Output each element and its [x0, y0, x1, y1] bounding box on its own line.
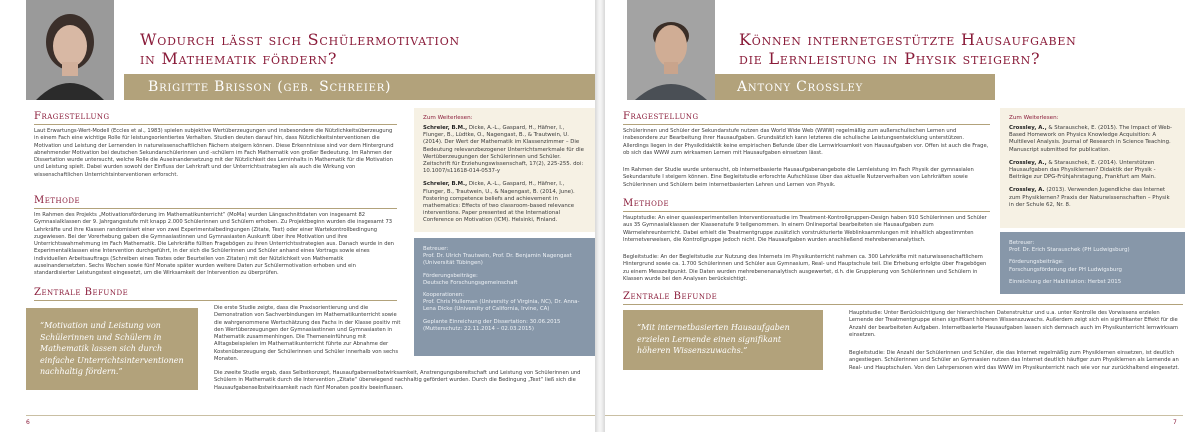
heading-rule: [623, 304, 1183, 305]
project-info-box: [414, 238, 595, 356]
reading-title: Zum Weiterlesen:: [1009, 115, 1059, 121]
fragestellung-text-1: Schülerinnen und Schüler der Sekundarstufe nutzen das World Wide Web (WWW) regelmäßig zum außerschulischen Lernen und insbesondere zur Bearbeitung ihrer Hausaufgaben. Grundsätzlich kann letzteres die schulische Leistungsentwicklung unterstützen. Allerdings liegen in der Physikdidaktik keine empirischen Befunde über die Lernwirksamkeit von Hausaufgaben vor. Offen ist auch die Frage, ob sich das WWW zum wirksamen Lernen mit Hausaufgaben einsetzen lässt.: [623, 128, 989, 156]
befunde-text-2: Die zweite Studie ergab, dass Selbstkonzept, Hausaufgabenselbstwirksamkeit, Anstrengungsbereitschaft und Leistung von Schülerinnen und Schülern in Mathematik durch die Intervention „Zitate“ überwiegend nachhaltig gefördert wurden. Durch die Bedingung „Text“ ließ sich die Hausaufgabenselbstwirksamkeit nach fünf Monaten positiv beeinflussen.: [214, 370, 581, 391]
heading-methode: Methode: [34, 195, 81, 206]
title-line-2: die Lernleistung in Physik steigern?: [739, 49, 1041, 68]
heading-befunde: Zentrale Befunde: [623, 291, 718, 302]
author-photo: [627, 0, 715, 100]
info-label: Förderungsbeiträge:: [1009, 259, 1064, 266]
fragestellung-text-2: Im Rahmen der Studie wurde untersucht, ob internetbasierte Hausaufgabenangebote die Lernleistung im Fach Physik der gymnasialen Sekundarstufe I steigern können. Eine Begleitstudie erforschte Aufschlüsse über das aktuelle Nutzerverhalten von Lehrkräften sowie Schülerinnen und Schülern beim internetbasierten Lehren und Lernen von Physik.: [623, 167, 974, 188]
footer-rule: [26, 415, 595, 416]
portrait-woman-image: [26, 0, 114, 100]
article-title: [739, 30, 1179, 68]
author-name: Antony Crossley: [737, 79, 864, 95]
heading-rule: [34, 300, 397, 301]
info-label: Betreuer:: [423, 246, 449, 252]
author-name-band: [124, 74, 595, 100]
heading-fragestellung: Fragestellung: [623, 111, 699, 122]
info-label: Betreuer:: [1009, 240, 1035, 246]
fragestellung-text: Laut Erwartungs-Wert-Modell (Eccles et al., 1983) spielen subjektive Wertüberzeugungen und insbesondere die Nützlichkeitsüberzeugung in einem Fach eine wichtige Rolle für leistungsorientiertes Verhalten. Studien deuten darauf hin, dass Nützlichkeitsinterventionen die Motivation und Leistung der Lernenden in naturwissenschaftlichen Fächern steigern können. Diese Erkenntnisse sind vor dem Hintergrund abnehmender Motivation bei deutschen Sekundarschülerinnen und -schülern im Fach Mathematik von großer Bedeutung. Im Rahmen der Dissertation wurde untersucht, welche Rolle die Auseinandersetzung mit der Nützlichkeit des Lerninhalts in Mathematik für die Motivation und Leistung spielt. Dabei wurden sowohl der Einfluss der Lehrkraft und der Unterrichtsstrategien als auch die Wirkung von wissenschaftlichen Unterrichtsinterventionen erforscht.: [34, 128, 394, 178]
info-value: Prof. Chris Hulleman (University of Virginia, NC), Dr. Anna-Lena Dicke (University of California, Irvine, CA): [423, 299, 580, 313]
author-photo: [26, 0, 114, 100]
heading-rule: [623, 124, 990, 125]
heading-rule: [34, 208, 397, 209]
title-line-1: Wodurch lässt sich Schülermotivation: [140, 30, 460, 49]
heading-rule: [623, 211, 990, 212]
heading-methode: Methode: [623, 198, 670, 209]
page-number: 7: [1173, 419, 1177, 426]
info-label: Geplante Einreichung der Dissertation: 30.06.2015: [423, 318, 561, 325]
befunde-text-1: Die erste Studie zeigte, dass die Praxisorientierung und die Demonstration von Sachverbindungen im Mathematikunterricht sowie die wahrgenommene Wertschätzung des Fachs in der Klasse positiv mit den Wertüberzeugungen der Gymnasiastinnen und Gymnasiasten in Mathematik zusammenhingen. Die Themeneinführung mit Alltagsbeispielen im Mathematikunterricht führte zur Abnahme der Kostenüberzeugung der Schülerinnen und Schüler innerhalb von sechs Monaten.: [214, 305, 401, 363]
info-value: Prof. Dr. Erich Starauschek (PH Ludwigsburg): [1009, 247, 1130, 254]
info-label: Einreichung der Habilitation: Herbst 2015: [1009, 278, 1122, 285]
info-value: Forschungsförderung der PH Ludwigsburg: [1009, 266, 1122, 273]
methode-text-2: Begleitstudie: An der Begleitstudie zur Nutzung des Internets im Physikunterricht nahmen ca. 300 Lehrkräfte mit naturwissenschaftlichem Hintergrund sowie ca. 1.700 Schülerinnen und Schüler aus Gymnasium, Real- und Hauptschule teil. Die Erhebung erfolgte über Fragebögen zu einem Messzeitpunkt. Die Daten wurden mehrebenenanalytisch ausgewertet, d.h. die Gruppierung von Schülerinnen und Schülern in Klassen wurde bei den Analysen berücksichtigt.: [623, 254, 987, 282]
reference-item: Schreier, B.M., Dicke, A.-L., Gaspard, H., Häfner, I., Flunger, B., Lüdtke, O., Nagengast, B., & Trautwein, U. (2014). Der Wert der Mathematik im Klassenzimmer – Die Bedeutung relevanzbezogener Unterrichtsmerkmale für die Wertüberzeugungen der Schülerinnen und Schüler. Zeitschrift für Erziehungswissenschaft, 17(2), 225-255. doi: 10.1007/s11618-014-0537-y: [423, 125, 584, 175]
reference-item: Crossley, A., & Starauschek, E. (2015). The Impact of Web-Based Homework on Physics Knowledge Acquisition: A Multilevel Analysis. Journal of Research in Science Teaching. Manuscript submitted for publication.: [1009, 125, 1172, 153]
info-value: Deutsche Forschungsgemeinschaft: [423, 279, 518, 286]
author-name: Brigitte Brisson (geb. Schreier): [148, 79, 392, 95]
methode-text-1: Hauptstudie: An einer quasiexperimentellen Interventionsstudie im Treatment-Kontrollgruppen-Design haben 910 Schülerinnen und Schüler aus 35 Gymnasialklassen der Klassenstufe 9 teilgenommen. In einem Onlineportal bearbeiteten sie Hausaufgaben zum Wärmelehreunterricht. Dabei erhielt die Treatmentgruppe zusätzlich vorstrukturierte Weblinksammlungen mit inhaltlich abgestimmten Internetverweisen, die Kontrollgruppe jedoch nicht. Die Hausaufgaben wurden anschließend mehrebenenanalytisch.: [623, 215, 987, 243]
author-name-band: [715, 74, 995, 100]
reference-item: Crossley, A. (2013). Verwenden Jugendliche das Internet zum Physiklernen? Praxis der Naturwissenschaften – Physik in der Schule 62, Nr. 8.: [1009, 187, 1170, 208]
book-gutter: [595, 0, 605, 432]
befunde-text-1: Hauptstudie: Unter Berücksichtigung der hierarchischen Datenstruktur und u.a. unter Kontrolle des Vorwissens erzielen Lernende der Treatmentgruppe einen signifikant höheren Wissenszuwachs. Außerdem zeigt sich ein signifikanter Effekt für die Anzahl der bearbeiteten Aufgaben. Internetbasierte Hausaufgaben lassen sich demnach auch im Physikunterricht lernwirksam einsetzen.: [849, 310, 1179, 338]
pull-quote: “Motivation und Leistung von Schülerinnen und Schülern in Mathematik lassen sich durch einfache Unterrichtsinterventionen nachhaltig fördern.”: [26, 308, 198, 390]
title-line-2: in Mathematik fördern?: [140, 49, 338, 68]
portrait-man-image: [627, 0, 715, 100]
befunde-text-2: Begleitstudie: Die Anzahl der Schülerinnen und Schüler, die das Internet regelmäßig zum Physiklernen einsetzen, ist deutlich angestiegen. Schülerinnen und Schüler an Gymnasien nutzen das Internet deutlich häufiger zum Physiklernen als Lernende an Real- und Hauptschulen. Von den Lehrpersonen wird das WWW im Physikunterricht nach wie vor nur zurückhaltend eingesetzt.: [849, 350, 1180, 371]
left-page: [0, 0, 595, 432]
heading-befunde: Zentrale Befunde: [34, 287, 129, 298]
page-number: 6: [26, 419, 30, 426]
reading-title: Zum Weiterlesen:: [423, 115, 473, 121]
heading-fragestellung: Fragestellung: [34, 111, 110, 122]
right-page: [605, 0, 1200, 432]
pull-quote: “Mit internetbasierten Hausaufgaben erzielen Lernende einen signifikant höheren Wissenszuwachs.”: [623, 310, 823, 370]
info-value: Prof. Dr. Ulrich Trautwein, Prof. Dr. Benjamin Nagengast (Universität Tübingen): [423, 253, 572, 267]
info-label: Kooperationen:: [423, 292, 464, 299]
footer-rule: [605, 415, 1183, 416]
title-line-1: Können internetgestützte Hausaufgaben: [739, 30, 1077, 49]
reference-item: Crossley, A., & Starauschek, E. (2014). Unterstützen Hausaufgaben das Physiklernen? Didaktik der Physik - Beiträge zur DPG-Frühjahrstagung, Frankfurt am Main.: [1009, 159, 1156, 181]
project-info-box: [1000, 232, 1185, 294]
reference-item: Schreier, B.M., Dicke, A.-L., Gaspard, H., Häfner, I., Flunger, B., Trautwein, U., & Nagengast, B. (2014, June). Fostering competence beliefs and achievement in mathematics: Effects of two classroom-based relevance interventions. Paper presented at the International Conference on Motivation (ICM). Helsinki, Finland.: [423, 181, 575, 224]
further-reading-box: [1000, 108, 1185, 228]
heading-rule: [34, 124, 397, 125]
info-label: Förderungsbeiträge:: [423, 272, 478, 279]
further-reading-box: [414, 108, 595, 232]
methode-text: Im Rahmen des Projekts „Motivationsförderung im Mathematikunterricht“ (MoMa) wurden Längsschnittdaten von insgesamt 82 Gymnasialklassen der 9. Jahrgangsstufe mit knapp 2.000 Schülerinnen und Schülern erhoben. Zu Projektbeginn wurden die insgesamt 73 Lehrkräfte und ihre Klassen randomisiert einer von zwei Experimentalbedingungen (Zitate, Text) oder einer Wartekontrollbedingung zugewiesen. Bei der Vorerhebung gaben die Gymnasiastinnen und Gymnasiasten Auskunft über ihre Motivation und ihre Unterrichtswahrnehmung im Fach Mathematik. Die Lehrkräfte füllten Fragebögen zu ihren Unterrichtsstrategien aus. Danach wurde in den Experimentalklassen eine Intervention durchgeführt, in der sich die Schülerinnen und Schüler anhand eines Vortrags sowie eines individuellen Arbeitsauftrags (Schreiben eines Textes oder Beurteilen von Zitaten) mit der Nützlichkeit von Mathematik auseinandersetzten. Sechs Wochen sowie fünf Monate später wurden weitere Daten zur Schülermotivation erhoben und ein standardisierter Leistungstest eingesetzt, um die Wirksamkeit der Intervention zu überprüfen.: [34, 212, 394, 277]
article-title: [140, 30, 580, 68]
info-value: (Mutterschutz: 22.11.2014 – 02.03.2015): [423, 325, 534, 332]
